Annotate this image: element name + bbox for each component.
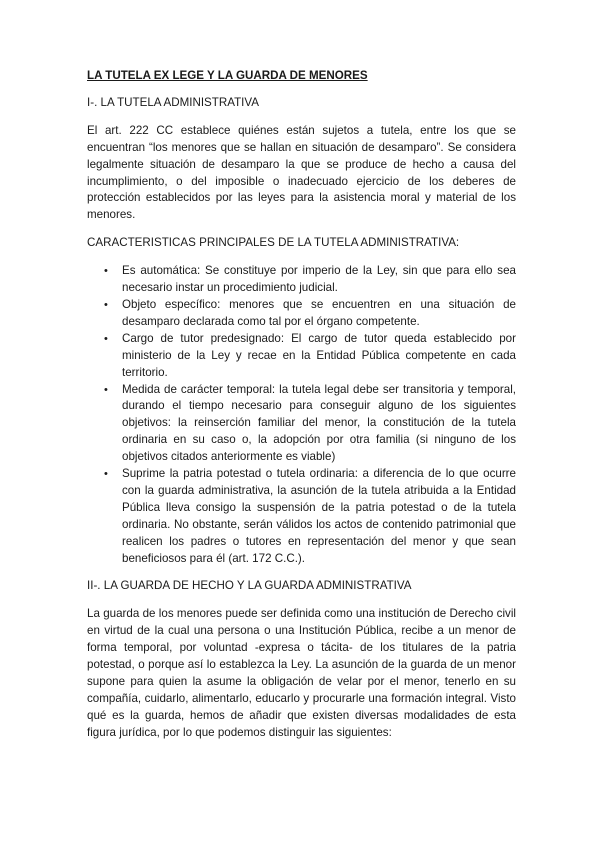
list-item [87, 297, 516, 331]
list-item-text: Suprime la patria potestad o tutela ordinaria: a diferencia de lo que ocurre con la guarda administrativa, la asunción de la tutela atribuida a la Entidad Pública lleva consigo la suspensión de la patria potestad o de la tutela ordinaria. No obstante, serán válidos los actos de contenido patrimonial que realicen los padres o tutores en representación del menor y que sean beneficiosos para él (art. 172 C.C.). [122, 467, 516, 565]
section2-paragraph: La guarda de los menores puede ser definida como una institución de Derecho civil en virtud de la cual una persona o una Institución Pública, recibe a un menor de forma temporal, por voluntad -expresa o tácita- de los titulares de la patria potestad, o porque así lo establezca la Ley. La asunción de la guarda de un menor supone para quien la asume la obligación de velar por el menor, tenerlo en su compañía, cuidarlo, alimentarlo, educarlo y procurarle una formación integral. Visto qué es la guarda, hemos de añadir que existen diversas modalidades de esta figura jurídica, por lo que podemos distinguir las siguientes: [87, 607, 516, 739]
list-item-text: Objeto específico: menores que se encuentren en una situación de desamparo declarada como tal por el órgano competente. [122, 297, 516, 328]
characteristics-heading: CARACTERISTICAS PRINCIPALES DE LA TUTELA ADMINISTRATIVA: [87, 236, 460, 250]
document-body [87, 68, 516, 753]
list-item [87, 466, 516, 567]
list-item [87, 382, 516, 467]
bullet-icon: • [104, 265, 108, 278]
section1-heading: I-. LA TUTELA ADMINISTRATIVA [87, 95, 260, 109]
document-title: LA TUTELA EX LEGE Y LA GUARDA DE MENORES [87, 69, 368, 82]
list-item [87, 331, 516, 382]
bullet-icon: • [104, 468, 108, 481]
list-item-text: Es automática: Se constituye por imperio de la Ley, sin que para ello sea necesario instar un procedimiento judicial. [122, 264, 516, 295]
section1-paragraph: El art. 222 CC establece quiénes están sujetos a tutela, entre los que se encuentran “los menores que se hallan en situación de desamparo”. Se considera legalmente situación de desamparo la que se produce de hecho a causa del incumplimiento, o del imposible o inadecuado ejercicio de los deberes de protección establecidos por las leyes para la asistencia moral y material de los menores. [87, 123, 516, 222]
list-item-text: Medida de carácter temporal: la tutela legal debe ser transitoria y temporal, durando el tiempo necesario para conseguir alguno de los siguientes objetivos: la reinserción familiar del menor, la constitución de la tutela ordinaria en su caso o, la adopción por otra familia (si ninguno de los objetivos citados anteriormente es viable) [122, 382, 516, 464]
list-item [87, 263, 516, 297]
bullet-icon: • [104, 332, 108, 345]
characteristics-list [87, 263, 516, 567]
section2-heading: II-. LA GUARDA DE HECHO Y LA GUARDA ADMINISTRATIVA [87, 579, 412, 593]
bullet-icon: • [104, 383, 108, 396]
bullet-icon: • [104, 298, 108, 311]
list-item-text: Cargo de tutor predesignado: El cargo de tutor queda establecido por ministerio de la Ley y recae en la Entidad Pública competente en cada territorio. [122, 331, 516, 379]
